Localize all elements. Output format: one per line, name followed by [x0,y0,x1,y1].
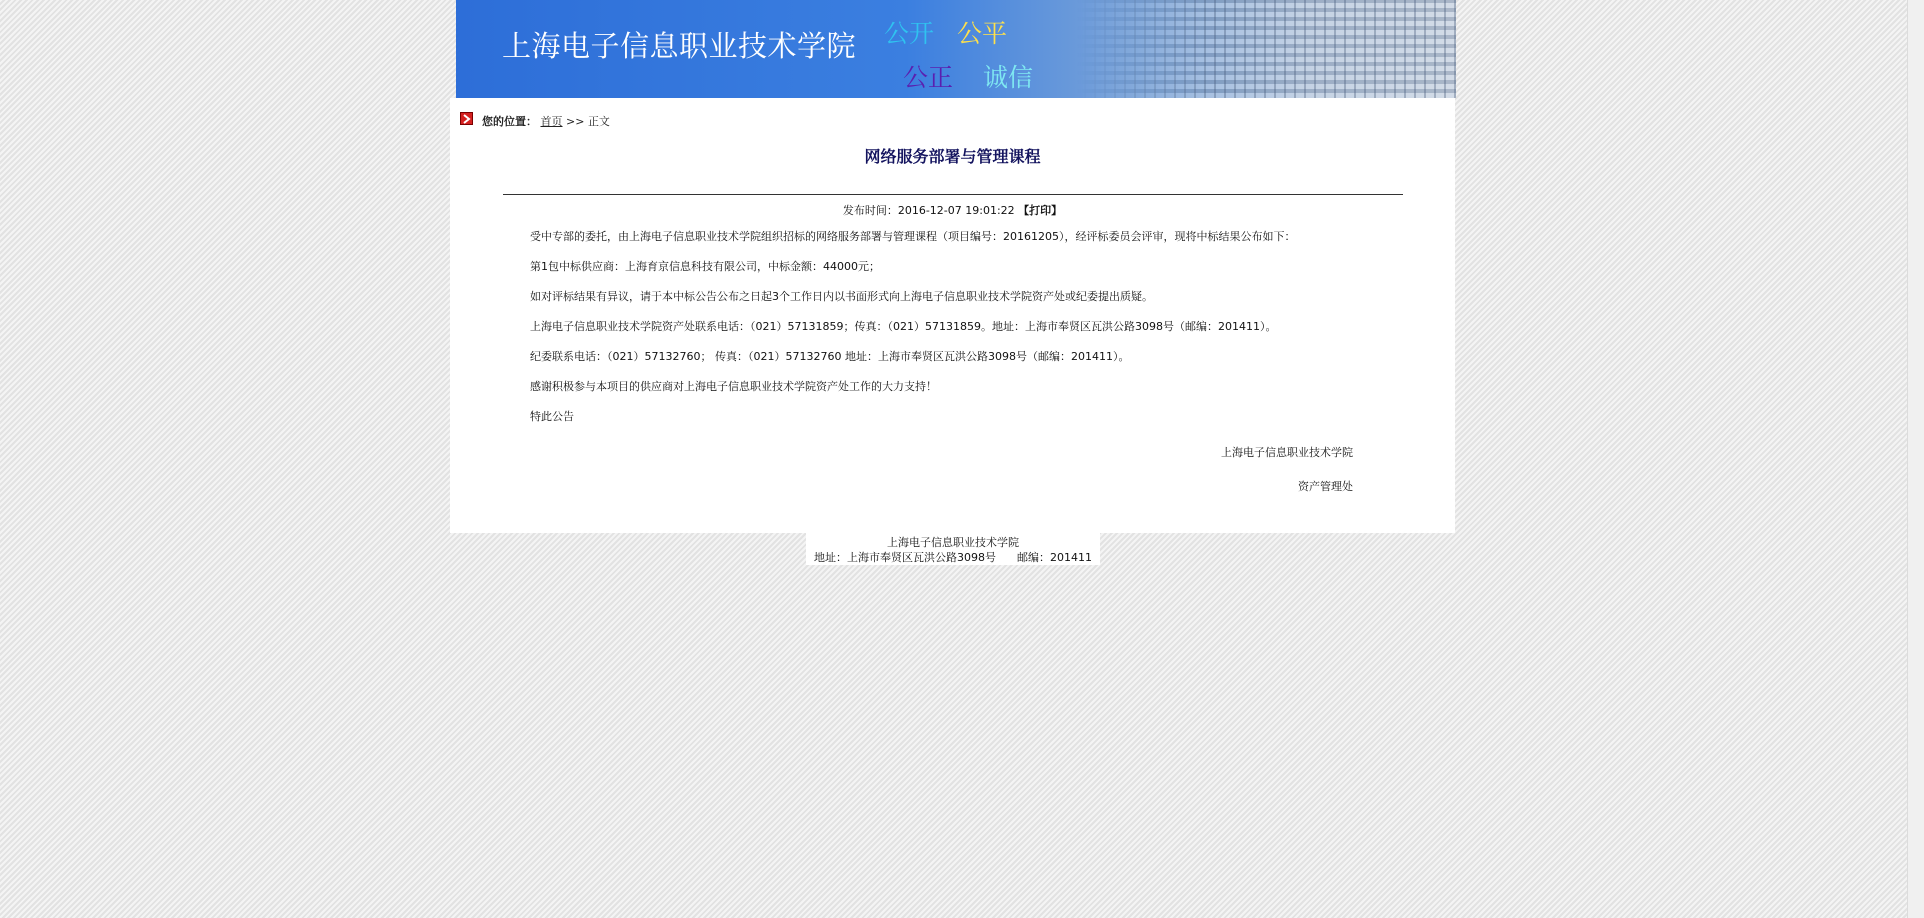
footer-school-name: 上海电子信息职业技术学院 [887,536,1019,549]
article-paragraph: 纪委联系电话：（021）57132760； 传真：（021）57132760 地址：上海市奉贤区瓦洪公路3098号（邮编：201411）。 [530,350,1130,363]
breadcrumb-separator: >> [566,115,585,128]
footer-postcode: 邮编：201411 [1016,551,1092,564]
motto-fairness: 公平 [957,19,1008,48]
article-paragraph: 第1包中标供应商：上海育京信息科技有限公司，中标金额：44000元； [530,260,880,273]
title-divider [503,194,1403,195]
motto-openness: 公开 [884,19,935,48]
content-panel [450,98,1455,533]
vertical-scrollbar[interactable] [1907,0,1924,918]
article-paragraph: 感谢积极参与本项目的供应商对上海电子信息职业技术学院资产处工作的大力支持！ [530,380,937,393]
motto-justice: 公正 [903,63,954,92]
site-footer [806,533,1100,565]
article-paragraph: 上海电子信息职业技术学院资产处联系电话：（021）57131859；传真：（021）57131859。地址：上海市奉贤区瓦洪公路3098号（邮编：201411）。 [530,320,1277,333]
publish-label: 发布时间： [842,204,898,217]
red-arrow-icon [460,112,473,125]
breadcrumb-label: 您的位置： [482,115,537,128]
breadcrumb-home-link[interactable]: 首页 [540,115,563,128]
footer-contact [806,550,1100,565]
article-paragraph: 如对评标结果有异议，请于本中标公告公布之日起3个工作日内以书面形式向上海电子信息职业技术学院资产处或纪委提出质疑。 [530,290,1153,303]
motto-integrity: 诚信 [983,63,1034,92]
school-name: 上海电子信息职业技术学院 [502,29,857,63]
publish-time: 2016-12-07 19:01:22 [897,204,1015,217]
article-paragraph: 受中专部的委托，由上海电子信息职业技术学院组织招标的网络服务部署与管理课程（项目编号：20161205），经评标委员会评审，现将中标结果公布如下： [530,230,1296,243]
article-paragraph: 特此公告 [530,410,574,423]
signature-department: 资产管理处 [1298,480,1353,493]
campus-building-photo [1076,0,1456,98]
print-link[interactable]: 【打印】 [1018,204,1063,217]
signature-organization: 上海电子信息职业技术学院 [1221,446,1353,459]
footer-address: 地址：上海市奉贤区瓦洪公路3098号 [814,551,996,564]
breadcrumb-current: 正文 [587,115,610,128]
article-body [530,230,1390,440]
article-title: 网络服务部署与管理课程 [864,147,1041,166]
publish-info [450,202,1455,218]
header-banner [456,0,1456,98]
